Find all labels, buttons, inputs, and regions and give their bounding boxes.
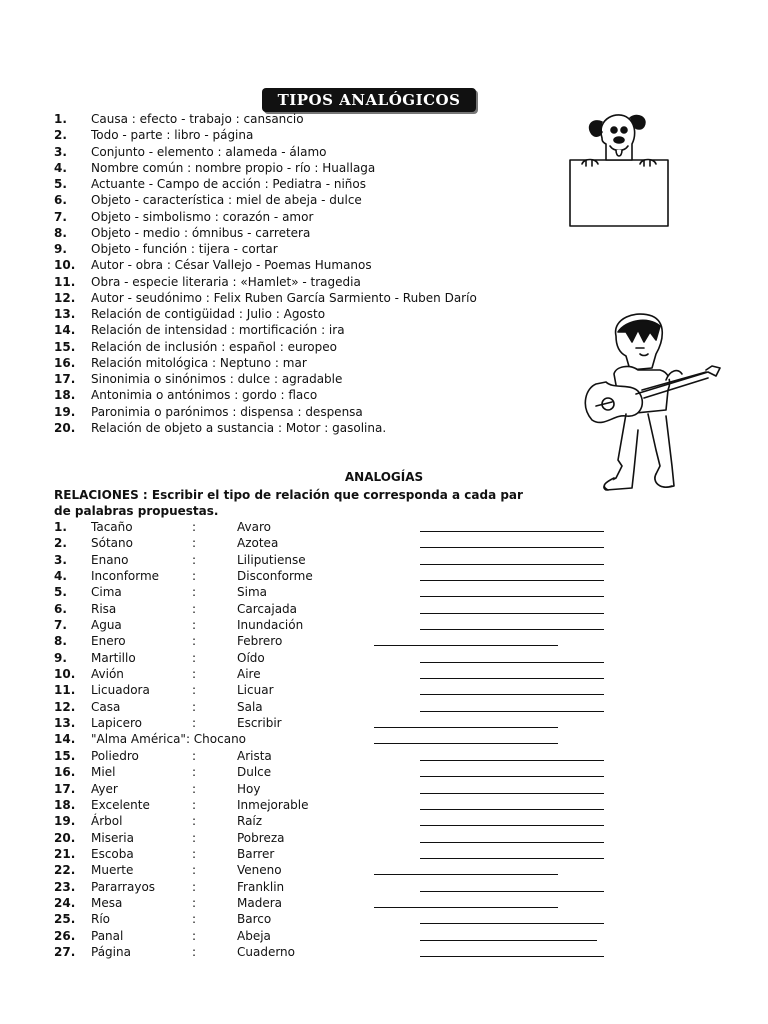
- word-pair-row: [54, 911, 614, 927]
- first-word: Sótano: [91, 536, 133, 551]
- second-word: Arista: [237, 748, 272, 763]
- first-word: Risa: [91, 601, 117, 616]
- word-pair-row: [54, 715, 614, 731]
- pair-separator: :: [192, 650, 197, 665]
- second-word: Escribir: [237, 716, 282, 731]
- pair-number: 22.: [54, 863, 76, 878]
- analogy-type-text: Todo - parte : libro - página: [91, 128, 254, 143]
- second-word: Barrer: [237, 846, 275, 861]
- answer-blank-line[interactable]: [420, 923, 604, 924]
- word-pair-row: [54, 813, 614, 829]
- pair-separator: :: [192, 552, 197, 567]
- word-pair-row: [54, 862, 614, 878]
- analogy-type-text: Relación mitológica : Neptuno : mar: [91, 355, 307, 370]
- word-pair-row: [54, 568, 614, 584]
- pair-number: 4.: [54, 569, 67, 584]
- pair-separator: :: [192, 797, 197, 812]
- analogy-type-item: [54, 404, 477, 420]
- pair-number: 27.: [54, 944, 76, 959]
- item-number: 7.: [54, 209, 67, 224]
- page-title: TIPOS ANALÓGICOS: [277, 91, 461, 109]
- pair-separator: :: [192, 846, 197, 861]
- analogy-type-text: Objeto - medio : ómnibus - carretera: [91, 225, 311, 240]
- answer-blank-line[interactable]: [420, 760, 604, 761]
- pair-separator: :: [192, 895, 197, 910]
- analogy-type-text: Relación de inclusión : español : europeo: [91, 339, 337, 354]
- first-word: Escoba: [91, 846, 134, 861]
- second-word: Oído: [237, 650, 265, 665]
- item-number: 9.: [54, 242, 67, 256]
- pair-number: 19.: [54, 814, 76, 829]
- second-word: Pobreza: [237, 830, 285, 845]
- pair-number: 13.: [54, 716, 76, 731]
- second-word: Aire: [237, 667, 261, 682]
- analogy-type-item: [54, 339, 477, 355]
- analogy-types-list: [54, 111, 477, 436]
- item-number: 6.: [54, 193, 67, 208]
- pair-number: 23.: [54, 879, 76, 894]
- answer-blank-line[interactable]: [420, 662, 604, 663]
- answer-blank-line[interactable]: [420, 891, 604, 892]
- analogy-type-item: [54, 371, 477, 387]
- item-number: 19.: [54, 404, 76, 419]
- item-number: 3.: [54, 144, 67, 159]
- analogy-type-text: Paronimia o parónimos : dispensa : despensa: [91, 404, 363, 419]
- word-pair-row: [54, 895, 614, 911]
- analogy-type-item: [54, 160, 477, 176]
- answer-blank-line[interactable]: [420, 793, 604, 794]
- second-word: Veneno: [237, 863, 282, 878]
- pair-number: 1.: [54, 520, 67, 534]
- analogy-type-text: Relación de contigüidad : Julio : Agosto: [91, 307, 326, 321]
- analogy-type-item: [54, 306, 477, 322]
- first-word: Inconforme: [91, 569, 160, 584]
- pair-number: 9.: [54, 650, 67, 665]
- second-word: Cuaderno: [237, 944, 296, 959]
- pair-separator: :: [192, 520, 197, 534]
- answer-blank-line[interactable]: [374, 874, 558, 875]
- pair-number: 24.: [54, 895, 76, 910]
- analogy-type-text: Nombre común : nombre propio - río : Huallaga: [91, 160, 376, 175]
- second-word: Avaro: [237, 520, 271, 534]
- pair-separator: :: [192, 569, 197, 584]
- answer-blank-line[interactable]: [420, 629, 604, 630]
- analogy-type-item: [54, 257, 477, 273]
- item-number: 17.: [54, 372, 76, 386]
- first-word: Página: [91, 944, 131, 959]
- pair-number: 17.: [54, 781, 76, 796]
- pair-number: 6.: [54, 601, 67, 616]
- item-number: 15.: [54, 339, 76, 354]
- second-word: Dulce: [237, 765, 272, 780]
- analogy-type-item: [54, 420, 477, 436]
- dog-in-box-illustration: [562, 108, 678, 230]
- first-word: Martillo: [91, 650, 136, 665]
- answer-blank-line[interactable]: [420, 694, 604, 695]
- analogy-type-text: Autor - seudónimo : Felix Ruben García Sarmiento - Ruben Darío: [91, 290, 477, 305]
- analogy-type-item: [54, 176, 477, 192]
- second-word: Liliputiense: [237, 552, 306, 567]
- answer-blank-line[interactable]: [374, 727, 558, 728]
- word-pair-row: [54, 617, 614, 633]
- answer-blank-line[interactable]: [420, 842, 604, 843]
- word-pairs-list: [54, 519, 614, 960]
- word-pair-row: [54, 552, 614, 568]
- pair-number: 16.: [54, 765, 76, 780]
- answer-blank-line[interactable]: [420, 940, 597, 941]
- answer-blank-line[interactable]: [420, 564, 604, 565]
- word-pair-row: [54, 830, 614, 846]
- pair-separator: :: [192, 814, 197, 829]
- second-word: Sima: [237, 585, 267, 600]
- analogy-type-item: [54, 209, 477, 225]
- answer-blank-line[interactable]: [420, 596, 604, 597]
- pair-separator: :: [192, 601, 197, 616]
- pair-number: 21.: [54, 846, 76, 861]
- analogy-type-text: Obra - especie literaria : «Hamlet» - tragedia: [91, 274, 361, 289]
- title-banner: [262, 88, 476, 112]
- item-number: 8.: [54, 225, 67, 240]
- second-word: Inundación: [237, 618, 304, 633]
- analogy-type-text: Objeto - simbolismo : corazón - amor: [91, 209, 314, 224]
- answer-blank-line[interactable]: [374, 907, 558, 908]
- analogy-type-text: Objeto - característica : miel de abeja - dulce: [91, 193, 362, 208]
- analogy-type-item: [54, 387, 477, 403]
- analogy-type-item: [54, 111, 477, 127]
- pair-number: 11.: [54, 683, 76, 698]
- answer-blank-line[interactable]: [420, 547, 604, 548]
- first-word: "Alma América": Chocano: [91, 732, 247, 747]
- pair-number: 5.: [54, 585, 67, 600]
- word-pair-row: [54, 731, 614, 747]
- item-number: 14.: [54, 323, 76, 338]
- analogy-type-item: [54, 290, 477, 306]
- word-pair-row: [54, 601, 614, 617]
- item-number: 13.: [54, 307, 76, 321]
- second-word: Abeja: [237, 928, 271, 943]
- word-pair-row: [54, 535, 614, 551]
- analogy-type-text: Actuante - Campo de acción : Pediatra - niños: [91, 177, 367, 191]
- word-pair-row: [54, 682, 614, 698]
- pair-number: 15.: [54, 748, 76, 763]
- pair-separator: :: [192, 683, 197, 698]
- pair-number: 18.: [54, 797, 76, 812]
- pair-number: 20.: [54, 830, 76, 845]
- answer-blank-line[interactable]: [420, 776, 604, 777]
- word-pair-row: [54, 797, 614, 813]
- pair-number: 25.: [54, 912, 76, 927]
- analogy-type-text: Objeto - función : tijera - cortar: [91, 242, 278, 256]
- second-word: Sala: [237, 699, 263, 714]
- pair-number: 10.: [54, 667, 76, 682]
- answer-blank-line[interactable]: [420, 531, 604, 532]
- first-word: Licuadora: [91, 683, 150, 698]
- pair-separator: :: [192, 716, 197, 731]
- analogias-heading: ANALOGÍAS: [344, 470, 424, 484]
- pair-separator: :: [192, 699, 197, 714]
- word-pair-row: [54, 650, 614, 666]
- first-word: Enano: [91, 552, 129, 567]
- item-number: 10.: [54, 258, 76, 273]
- second-word: Hoy: [237, 781, 261, 796]
- analogy-type-item: [54, 274, 477, 290]
- word-pair-row: [54, 764, 614, 780]
- answer-blank-line[interactable]: [374, 645, 558, 646]
- analogy-type-item: [54, 144, 477, 160]
- first-word: Mesa: [91, 895, 123, 910]
- pair-number: 12.: [54, 699, 76, 714]
- word-pair-row: [54, 633, 614, 649]
- word-pair-row: [54, 879, 614, 895]
- item-number: 2.: [54, 128, 67, 143]
- pair-separator: :: [192, 944, 197, 959]
- item-number: 20.: [54, 420, 76, 435]
- first-word: Casa: [91, 699, 121, 714]
- word-pair-row: [54, 519, 614, 535]
- item-number: 12.: [54, 290, 76, 305]
- answer-blank-line[interactable]: [420, 711, 604, 712]
- analogy-type-item: [54, 192, 477, 208]
- item-number: 11.: [54, 274, 76, 289]
- pair-number: 8.: [54, 634, 67, 649]
- pair-separator: :: [192, 667, 197, 682]
- pair-number: 14.: [54, 732, 76, 747]
- answer-blank-line[interactable]: [420, 858, 604, 859]
- second-word: Febrero: [237, 634, 283, 649]
- second-word: Franklin: [237, 879, 285, 894]
- answer-blank-line[interactable]: [374, 743, 558, 744]
- first-word: Avión: [91, 667, 124, 682]
- pair-separator: :: [192, 618, 197, 633]
- item-number: 4.: [54, 160, 67, 175]
- word-pair-row: [54, 846, 614, 862]
- second-word: Inmejorable: [237, 797, 309, 812]
- item-number: 1.: [54, 112, 67, 126]
- word-pair-row: [54, 699, 614, 715]
- pair-number: 3.: [54, 552, 67, 567]
- analogy-type-item: [54, 241, 477, 257]
- analogy-type-text: Autor - obra : César Vallejo - Poemas Humanos: [91, 258, 372, 273]
- second-word: Madera: [237, 895, 282, 910]
- pair-separator: :: [192, 863, 197, 878]
- pair-separator: :: [192, 879, 197, 894]
- first-word: Enero: [91, 634, 126, 649]
- first-word: Lapicero: [91, 716, 142, 731]
- pair-number: 2.: [54, 536, 67, 551]
- item-number: 5.: [54, 177, 67, 191]
- answer-blank-line[interactable]: [420, 678, 604, 679]
- first-word: Río: [91, 912, 111, 927]
- second-word: Carcajada: [237, 601, 298, 616]
- answer-blank-line[interactable]: [420, 613, 604, 614]
- second-word: Disconforme: [237, 569, 313, 584]
- analogy-type-item: [54, 355, 477, 371]
- analogy-type-text: Causa : efecto - trabajo : cansancio: [91, 112, 304, 126]
- pair-separator: :: [192, 830, 197, 845]
- first-word: Pararrayos: [91, 879, 156, 894]
- analogy-type-text: Antonimia o antónimos : gordo : flaco: [91, 388, 318, 403]
- analogy-type-item: [54, 322, 477, 338]
- first-word: Ayer: [91, 781, 118, 796]
- word-pair-row: [54, 781, 614, 797]
- pair-separator: :: [192, 912, 197, 927]
- first-word: Panal: [91, 928, 124, 943]
- second-word: Azotea: [237, 536, 279, 551]
- answer-blank-line[interactable]: [420, 956, 604, 957]
- pair-number: 7.: [54, 618, 67, 633]
- analogy-type-text: Sinonimia o sinónimos : dulce : agradable: [91, 372, 343, 386]
- analogy-type-item: [54, 225, 477, 241]
- answer-blank-line[interactable]: [420, 580, 604, 581]
- answer-blank-line[interactable]: [420, 809, 604, 810]
- word-pair-row: [54, 944, 614, 960]
- analogy-type-item: [54, 127, 477, 143]
- word-pair-row: [54, 928, 614, 944]
- pair-separator: :: [192, 634, 197, 649]
- pair-separator: :: [192, 585, 197, 600]
- second-word: Raíz: [237, 814, 263, 829]
- first-word: Cima: [91, 585, 122, 600]
- first-word: Poliedro: [91, 748, 139, 763]
- pair-separator: :: [192, 928, 197, 943]
- instructions-text: RELACIONES : Escribir el tipo de relación que corresponda a cada par de palabras propuestas.: [54, 488, 523, 518]
- pair-separator: :: [192, 748, 197, 763]
- second-word: Licuar: [237, 683, 274, 698]
- first-word: Muerte: [91, 863, 134, 878]
- second-word: Barco: [237, 912, 272, 927]
- first-word: Agua: [91, 618, 122, 633]
- analogy-type-text: Relación de intensidad : mortificación : ira: [91, 323, 345, 338]
- first-word: Árbol: [91, 814, 123, 829]
- pair-separator: :: [192, 781, 197, 796]
- analogy-type-text: Relación de objeto a sustancia : Motor : gasolina.: [91, 420, 387, 435]
- pair-separator: :: [192, 536, 197, 551]
- pair-number: 26.: [54, 928, 76, 943]
- item-number: 18.: [54, 388, 76, 403]
- first-word: Miseria: [91, 830, 134, 845]
- first-word: Excelente: [91, 797, 150, 812]
- answer-blank-line[interactable]: [420, 825, 604, 826]
- word-pair-row: [54, 748, 614, 764]
- pair-separator: :: [192, 765, 197, 780]
- analogy-type-text: Conjunto - elemento : alameda - álamo: [91, 144, 327, 159]
- item-number: 16.: [54, 355, 76, 370]
- word-pair-row: [54, 666, 614, 682]
- first-word: Miel: [91, 765, 116, 780]
- word-pair-row: [54, 584, 614, 600]
- first-word: Tacaño: [91, 520, 133, 534]
